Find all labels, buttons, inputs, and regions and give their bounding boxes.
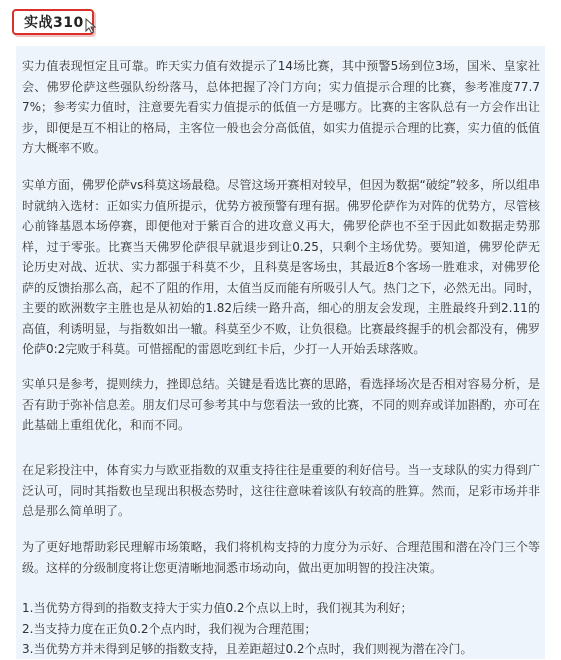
- list-item: 1.当优势方得到的指数支持大于实力值0.2个点以上时，我们视其为利好；: [22, 601, 413, 615]
- paragraph-odds-support: 在足彩投注中，体育实力与欧亚指数的双重支持往往是重要的利好信号。当一支球队的实力得到广泛认可，同时其指数也呈现出积极态势时，这往往意味着该队有较高的胜算。然而，足彩市场并非总是那么简单明了。: [22, 463, 540, 518]
- paragraph-fiorentina-como: 实单方面，佛罗伦萨vs科莫这场最稳。尽管这场开赛相对较早，但因为数据“破绽”较多，所以组串时就纳入选材：正如实力值所提示，优势方被预警有理有据。佛罗伦萨作为对阵的优势方，尽管核心前锋基恩本场停赛，即便他对于紫百合的进攻意义再大，佛罗伦萨也不至于因此如数据走势那样，过于零张。比赛当天佛罗伦萨很早就退步到让0.25，只剩个主场优势。要知道，佛罗伦萨无论历史对战、近状、实力都强于科莫不少，且科莫是客场虫，其最近8个客场一胜难求，对佛罗伦萨的反馈抬那么高，起不了阻的作用，太值当反而能有所吸引人气。热门之下，必然无出。同时，主要的欧洲数字主胜也是从初始的1.82后续一路升高，细心的朋友会发现，主胜最终升到2.11的高值，利诱明显，与指数如出一辙。科莫至少不败，让负很稳。比赛最终握手的机会都没有，佛罗伦萨0:2完败于科莫。可惜摇配的雷恩吃到红卡后，少打一人开始丢球落败。: [22, 178, 540, 356]
- paragraph-reference-note: 实单只是参考，提则续力，挫即总结。关键是看选比赛的思路，看选择场次是否相对容易分析，是否有助于弥补信息差。朋友们尽可参考其中与您看法一致的比赛，不同的则弃或详加斟酌，亦可在此基础上重组优化，和而不同。: [22, 377, 540, 432]
- list-item: 2.当支持力度在正负0.2个点内时，我们视为合理范围；: [22, 621, 317, 636]
- article-body: [16, 46, 545, 659]
- title-badge: [12, 9, 94, 35]
- support-level-list: [22, 598, 540, 660]
- cursor-pointer-icon: [84, 18, 98, 34]
- paragraph-support-levels: 为了更好地帮助彩民理解市场策略，我们将机构支持的力度分为示好、合理范围和潜在冷门三个等级。这样的分级制度将让您更清晰地洞悉市场动向，做出更加明智的投注决策。: [22, 540, 540, 575]
- article-title: 实战310: [24, 15, 84, 31]
- paragraph-strength-value: 实力值表现恒定且可靠。昨天实力值有效提示了14场比赛，其中预警5场到位3场，国米、皇家社会、佛罗伦萨这些强队纷纷落马，总体把握了冷门方向；实力值提示合理的比赛，参考准度77.77%；参考实力值时，注意要先看实力值提示的低值一方是哪方。比赛的主客队总有一方会作出让步，即便是互不相让的格局，主客位一般也会分高低值，如实力值提示合理的比赛，实力值的低值方大概率不败。: [22, 59, 540, 155]
- list-item: 3.当优势方并未得到足够的指数支持，且差距超过0.2个点时，我们则视为潜在冷门。: [22, 642, 473, 656]
